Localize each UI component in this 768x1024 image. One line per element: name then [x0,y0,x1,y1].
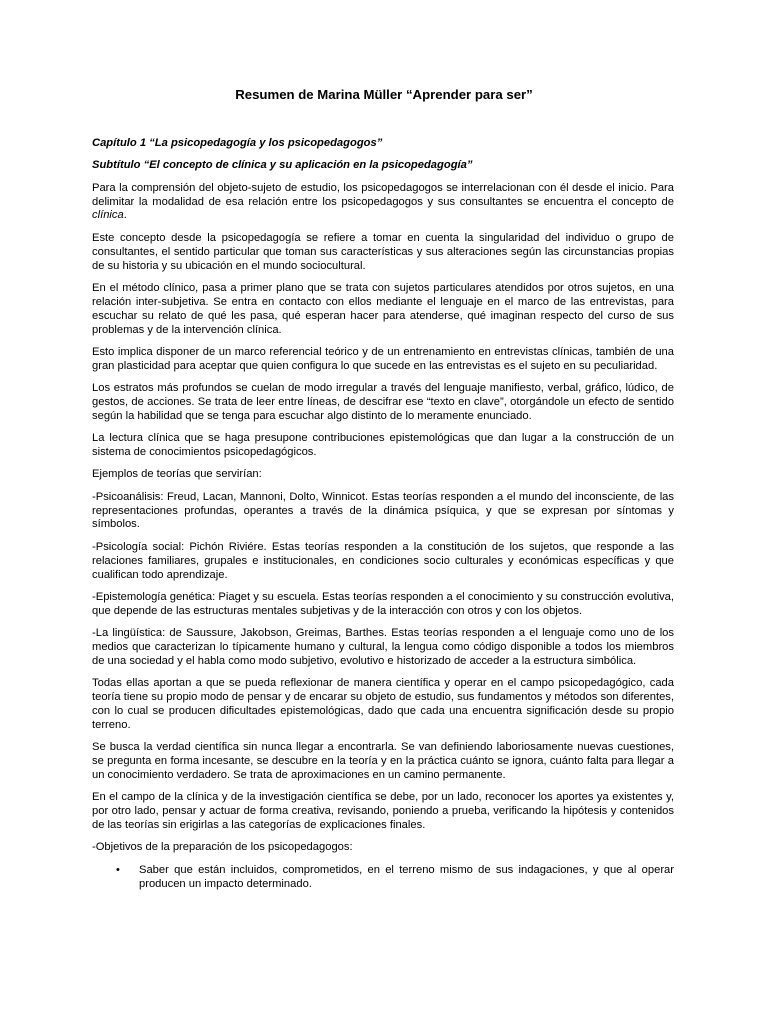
chapter-heading: Capítulo 1 “La psicopedagogía y los psicopedagogos” [92,137,383,149]
theory-item-epistemologia-genetica: -Epistemología genética: Piaget y su escuela. Estas teorías responden a el conocimiento y su construcción evolutiva, que depende de las estructuras mentales subjetivas y de la interacción con otros y con los objetos. [92,590,674,617]
paragraph: Ejemplos de teorías que servirían: [92,468,262,481]
document-title: Resumen de Marina Müller “Aprender para ser” [235,87,533,102]
bullet-marker: • [116,863,120,876]
objectives-heading: -Objetivos de la preparación de los psicopedagogos: [92,841,353,854]
paragraph: La lectura clínica que se haga presupone contribuciones epistemológicas que dan lugar a la construcción de un sistema de conocimientos psicopedagógicos. [92,432,674,459]
paragraph: Todas ellas aportan a que se pueda reflexionar de manera científica y operar en el campo psicopedagógico, cada teoría tiene su propio modo de pensar y de encarar su objeto de estudio, sus fundamentos y métodos son diferentes, con lo cual se producen dificultades epistemológicas, dado que cada una encuentra significación desde su propio terreno. [92,677,674,731]
theory-item-psicoanalisis: -Psicoanálisis: Freud, Lacan, Mannoni, Dolto, Winnicot. Estas teorías responden a el mundo del inconsciente, de las representaciones profundas, operantes a través de la dinámica psíquica, y que se expresan por síntomas y símbolos. [92,490,674,531]
theory-item-psicologia-social: -Psicología social: Pichón Riviére. Estas teorías responden a la constitución de los sujetos, que responde a las relaciones familiares, grupales e institucionales, en condiciones socio culturales y económicas específicas y que cualifican todo aprendizaje. [92,540,674,581]
theory-item-linguistica: -La lingüística: de Saussure, Jakobson, Greimas, Barthes. Estas teorías responden a el lenguaje como uno de los medios que caracterizan lo típicamente humano y cultural, la lengua como código disponible a todos los miembros de una sociedad y el habla como modo subjetivo, evolutivo e historizado de acceder a la estructura simbólica. [92,627,674,667]
paragraph: Los estratos más profundos se cuelan de modo irregular a través del lenguaje manifiesto, verbal, gráfico, lúdico, de gestos, de acciones. Se trata de leer entre líneas, de descifrar ese “texto en clave”, otorgándole un efecto de sentido según la habilidad que se tenga para escuchar algo distinto de lo meramente enunciado. [92,382,674,422]
objectives-list [92,864,674,892]
paragraph-clinica-intro [92,182,674,224]
paragraph-end: . [123,209,127,222]
paragraph: Esto implica disponer de un marco referencial teórico y de un entrenamiento en entrevistas clínicas, también de una gran plasticidad para aceptar que quien configura lo que sucede en las entrevistas es el sujeto en su peculiaridad. [92,345,674,372]
list-item-text: Saber que están incluidos, comprometidos, en el terreno mismo de sus indagaciones, y que al operar producen un impacto determinado. [139,863,674,890]
paragraph: En el método clínico, pasa a primer plano que se trata con sujetos particulares atendidos por otros sujetos, en una relación inter-subjetiva. Se entra en contacto con ellos mediante el lenguaje en el marco de las entrevistas, para escuchar su relato de qué les pasa, qué esperan hacer para atenderse, qué imaginan respecto del curso de sus problemas y de la intervención clínica. [92,281,674,336]
paragraph: En el campo de la clínica y de la investigación científica se debe, por un lado, reconocer los aportes ya existentes y, por otro lado, pensar y actuar de forma creativa, revisando, poniendo a prueba, verificando la hipótesis y contenidos de las teorías sin erigirlas a las categorías de explicaciones finales. [92,791,674,832]
paragraph: Se busca la verdad científica sin nunca llegar a encontrarla. Se van definiendo laboriosamente nuevas cuestiones, se pregunta en forma incesante, se descubre en la teoría y en la práctica cuánto se ignora, cuánto falta para llegar a un conocimiento verdadero. Se trata de aproximaciones en un camino permanente. [92,741,674,781]
list-item [92,864,674,892]
document-body [92,137,674,892]
paragraph: Este concepto desde la psicopedagogía se refiere a tomar en cuenta la singularidad del individuo o grupo de consultantes, el sentido particular que toman sus características y sus alteraciones según las circunstancias propias de su historia y su ubicación en el mundo sociocultural. [92,231,674,272]
emphasized-term: clínica [92,209,124,222]
subtitle-heading: Subtítulo “El concepto de clínica y su aplicación en la psicopedagogía” [92,159,473,172]
paragraph-text: Para la comprensión del objeto-sujeto de estudio, los psicopedagogos se interrelacionan con él desde el inicio. Para delimitar la modalidad de esa relación entre los psicopedagogos y sus consultantes se encuentra el concepto de [92,181,674,208]
